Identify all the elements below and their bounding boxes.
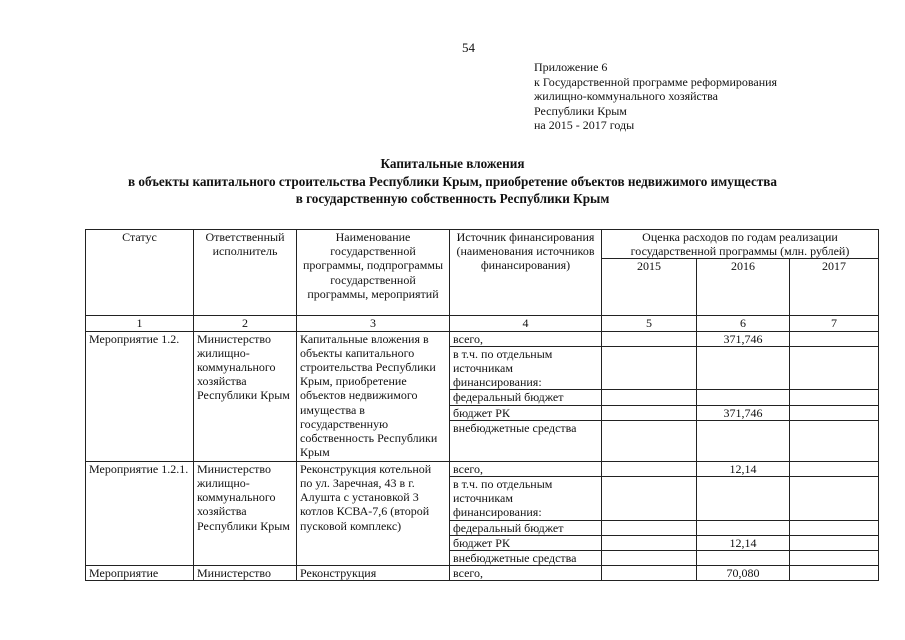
value-2015 <box>602 551 697 566</box>
header-year-2016: 2016 <box>697 259 790 316</box>
table-header-row <box>86 230 879 259</box>
value-2016: 371,746 <box>697 331 790 346</box>
source-label: внебюджетные средства <box>450 551 602 566</box>
source-label: всего, <box>450 566 602 581</box>
source-label: в т.ч. по отдельным источникам финансирования: <box>450 477 602 521</box>
value-2017 <box>790 346 879 390</box>
value-2015 <box>602 566 697 581</box>
title-line: в государственную собственность Республики Крым <box>295 191 610 206</box>
header-executor: Ответственный исполнитель <box>194 230 297 316</box>
value-2015 <box>602 461 697 476</box>
value-2015 <box>602 535 697 550</box>
value-2017 <box>790 535 879 550</box>
capital-investments-table <box>85 229 879 581</box>
column-number: 7 <box>790 316 879 331</box>
header-year-2017: 2017 <box>790 259 879 316</box>
value-2017 <box>790 420 879 461</box>
table-row <box>86 566 879 581</box>
source-label: всего, <box>450 331 602 346</box>
value-2015 <box>602 420 697 461</box>
title-line: Капитальные вложения <box>380 156 525 171</box>
value-2017 <box>790 477 879 521</box>
row-status: Мероприятие 1.2.1. <box>86 461 194 565</box>
value-2015 <box>602 390 697 405</box>
header-source: Источник финансирования (наименования источников финансирования) <box>450 230 602 316</box>
value-2016 <box>697 390 790 405</box>
column-number: 4 <box>450 316 602 331</box>
document-title <box>60 155 845 208</box>
appendix-line: жилищно-коммунального хозяйства <box>534 89 718 104</box>
value-2016: 70,080 <box>697 566 790 581</box>
appendix-line: на 2015 - 2017 годы <box>534 118 635 133</box>
value-2017 <box>790 405 879 420</box>
value-2017 <box>790 461 879 476</box>
row-name: Реконструкция котельной по ул. Заречная, 43 в г. Алушта с установкой 3 котлов КСВА-7,6 (второй пусковой комплекс) <box>297 461 450 565</box>
value-2017 <box>790 551 879 566</box>
appendix-line: Республики Крым <box>534 103 627 118</box>
row-executor: Министерство жилищно-коммунального хозяйства Республики Крым <box>194 461 297 565</box>
value-2017 <box>790 331 879 346</box>
value-2017 <box>790 520 879 535</box>
value-2017 <box>790 566 879 581</box>
source-label: внебюджетные средства <box>450 420 602 461</box>
value-2016 <box>697 520 790 535</box>
table-row <box>86 461 879 476</box>
column-number: 1 <box>86 316 194 331</box>
header-estimate: Оценка расходов по годам реализации государственной программы (млн. рублей) <box>602 230 879 259</box>
header-year-2015: 2015 <box>602 259 697 316</box>
source-label: всего, <box>450 461 602 476</box>
value-2016: 12,14 <box>697 535 790 550</box>
source-label: в т.ч. по отдельным источникам финансирования: <box>450 346 602 390</box>
row-executor: Министерство <box>194 566 297 581</box>
value-2015 <box>602 346 697 390</box>
page-number: 54 <box>462 40 475 55</box>
appendix-line: к Государственной программе реформирования <box>534 74 778 89</box>
source-label: бюджет РК <box>450 535 602 550</box>
row-name: Реконструкция <box>297 566 450 581</box>
row-executor: Министерство жилищно-коммунального хозяйства Республики Крым <box>194 331 297 461</box>
column-numbers-row <box>86 316 879 331</box>
table-row <box>86 331 879 346</box>
column-number: 3 <box>297 316 450 331</box>
source-label: федеральный бюджет <box>450 520 602 535</box>
row-status: Мероприятие <box>86 566 194 581</box>
appendix-note <box>534 60 777 133</box>
source-label: бюджет РК <box>450 405 602 420</box>
row-status: Мероприятие 1.2. <box>86 331 194 461</box>
value-2017 <box>790 390 879 405</box>
value-2016 <box>697 346 790 390</box>
appendix-line: Приложение 6 <box>534 60 608 74</box>
value-2016 <box>697 551 790 566</box>
value-2015 <box>602 520 697 535</box>
value-2016 <box>697 420 790 461</box>
value-2015 <box>602 477 697 521</box>
header-name: Наименование государственной программы, подпрограммы государственной программы, мероприятий <box>297 230 450 316</box>
value-2015 <box>602 331 697 346</box>
value-2015 <box>602 405 697 420</box>
column-number: 6 <box>697 316 790 331</box>
value-2016: 371,746 <box>697 405 790 420</box>
value-2016: 12,14 <box>697 461 790 476</box>
column-number: 5 <box>602 316 697 331</box>
header-status: Статус <box>86 230 194 316</box>
title-line: в объекты капитального строительства Республики Крым, приобретение объектов недвижимого имущества <box>127 173 778 189</box>
column-number: 2 <box>194 316 297 331</box>
source-label: федеральный бюджет <box>450 390 602 405</box>
row-name: Капитальные вложения в объекты капитального строительства Республики Крым, приобретение объектов недвижимого имущества в государственную собственность Республики Крым <box>297 331 450 461</box>
value-2016 <box>697 477 790 521</box>
